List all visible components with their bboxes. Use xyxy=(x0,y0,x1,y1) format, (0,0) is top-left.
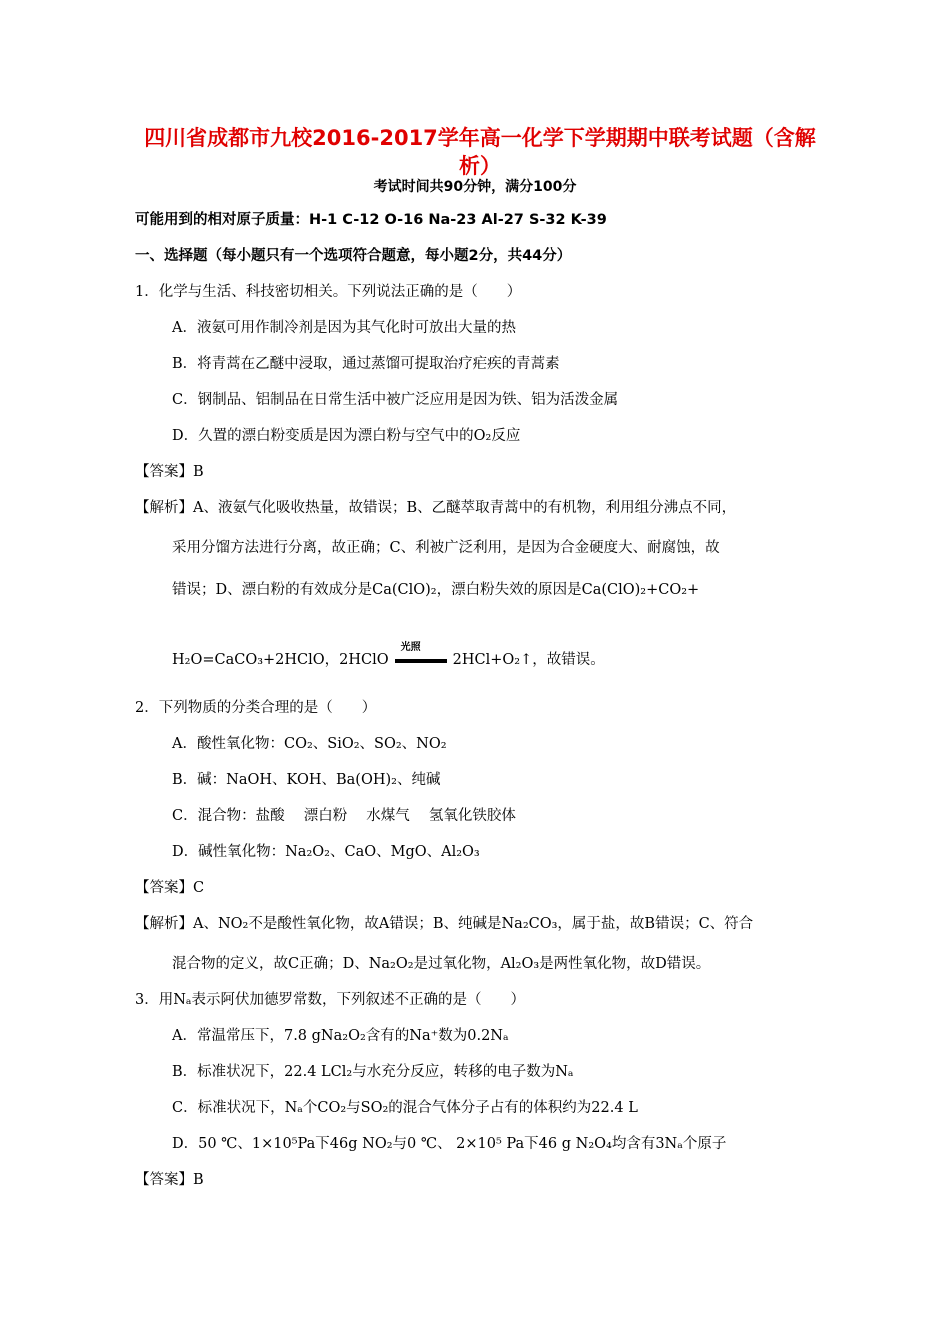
q3-option-a: A．常温常压下，7.8 gNa₂O₂含有的Na⁺数为0.2Nₐ xyxy=(172,1028,509,1044)
q1-analysis-line4 xyxy=(172,642,605,670)
q2-option-a: A．酸性氧化物：CO₂、SiO₂、SO₂、NO₂ xyxy=(172,736,447,752)
q2-analysis-line2: 混合物的定义，故C正确；D、Na₂O₂是过氧化物，Al₂O₃是两性氧化物，故D错误。 xyxy=(172,956,711,972)
q3-option-b: B．标准状况下，22.4 LCl₂与水充分反应，转移的电子数为Nₐ xyxy=(172,1064,574,1080)
q1-stem: 1．化学与生活、科技密切相关。下列说法正确的是（ ） xyxy=(135,284,522,300)
q2-option-b: B．碱：NaOH、KOH、Ba(OH)₂、纯碱 xyxy=(172,772,441,788)
q2-option-c: C．混合物：盐酸 漂白粉 水煤气 氢氧化铁胶体 xyxy=(172,808,516,824)
section-heading: 一、选择题（每小题只有一个选项符合题意，每小题2分，共44分） xyxy=(135,248,572,264)
reaction-arrow xyxy=(395,642,447,670)
q1-answer: 【答案】B xyxy=(135,464,204,480)
q3-option-d: D．50 ℃、1×10⁵Pa下46g NO₂与0 ℃、 2×10⁵ Pa下46 g N₂O₄均含有3Nₐ个原子 xyxy=(172,1136,727,1152)
q1-analysis-line2: 采用分馏方法进行分离，故正确；C、利被广泛利用，是因为合金硬度大、耐腐蚀，故 xyxy=(172,540,720,556)
q1-analysis-line3: 错误；D、漂白粉的有效成分是Ca(ClO)₂，漂白粉失效的原因是Ca(ClO)₂+CO₂+ xyxy=(172,582,700,598)
q2-option-d: D．碱性氧化物：Na₂O₂、CaO、MgO、Al₂O₃ xyxy=(172,844,480,860)
q3-stem: 3．用Nₐ表示阿伏加德罗常数，下列叙述不正确的是（ ） xyxy=(135,992,526,1008)
q1-option-b: B．将青蒿在乙醚中浸取，通过蒸馏可提取治疗疟疾的青蒿素 xyxy=(172,356,560,372)
q2-stem: 2．下列物质的分类合理的是（ ） xyxy=(135,700,377,716)
document-title: 四川省成都市九校2016-2017学年高一化学下学期期中联考试题（含解析） xyxy=(144,126,816,178)
q2-answer: 【答案】C xyxy=(135,880,205,896)
arrow-bar xyxy=(395,659,447,663)
equation-right: 2HCl+O₂↑，故错误。 xyxy=(452,652,605,668)
q1-option-a: A．液氨可用作制冷剂是因为其气化时可放出大量的热 xyxy=(172,320,516,336)
q2-analysis: 【解析】A、NO₂不是酸性氧化物，故A错误；B、纯碱是Na₂CO₃，属于盐，故B错误；C、符合 xyxy=(135,916,754,932)
q3-answer: 【答案】B xyxy=(135,1172,204,1188)
q3-option-c: C．标准状况下，Nₐ个CO₂与SO₂的混合气体分子占有的体积约为22.4 L xyxy=(172,1100,638,1116)
q1-option-d: D．久置的漂白粉变质是因为漂白粉与空气中的O₂反应 xyxy=(172,428,521,444)
q1-analysis: 【解析】A、液氨气化吸收热量，故错误；B、乙醚萃取青蒿中的有机物，利用组分沸点不同， xyxy=(135,500,737,516)
exam-info: 考试时间共90分钟，满分100分 xyxy=(373,179,577,195)
arrow-condition: 光照 xyxy=(400,642,421,653)
q1-option-c: C．钢制品、铝制品在日常生活中被广泛应用是因为铁、铝为活泼金属 xyxy=(172,392,619,408)
equation-left: H₂O=CaCO₃+2HClO，2HClO xyxy=(172,652,389,668)
atomic-masses: 可能用到的相对原子质量：H-1 C-12 O-16 Na-23 Al-27 S-32 K-39 xyxy=(135,212,607,228)
